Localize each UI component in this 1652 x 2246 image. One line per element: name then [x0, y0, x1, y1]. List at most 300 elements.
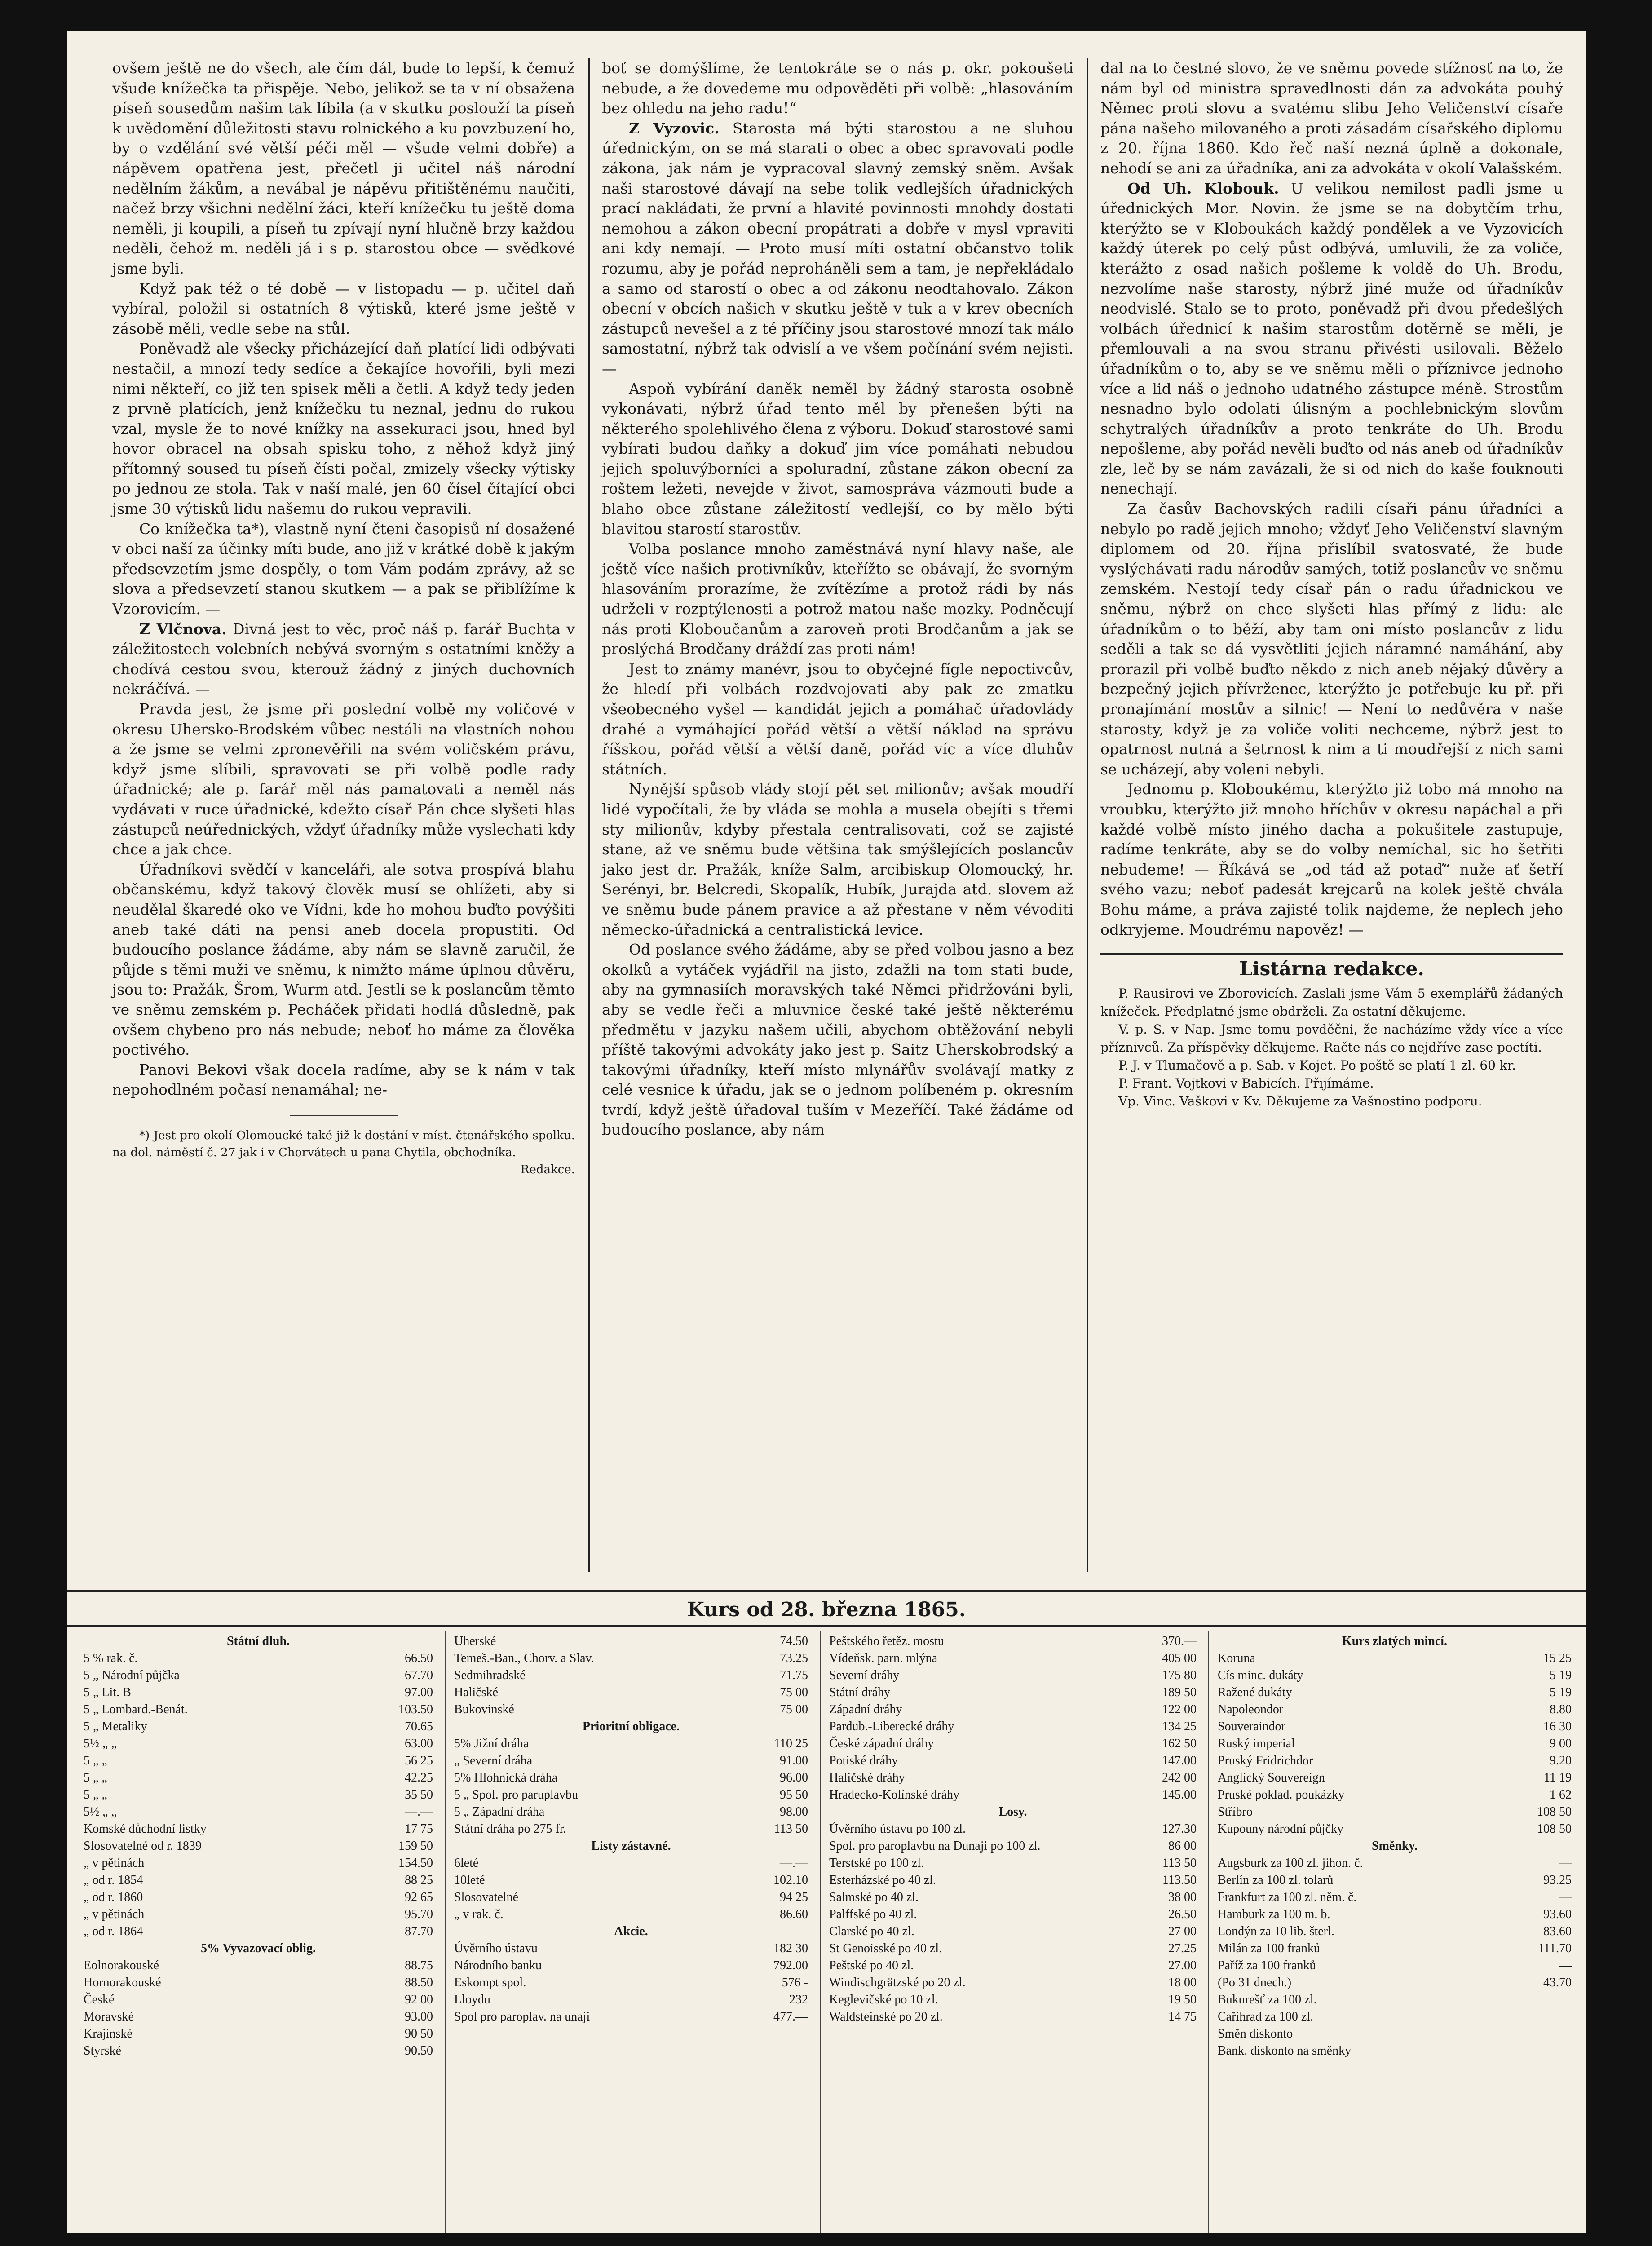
security-name: 6leté [454, 1856, 479, 1870]
rate-value: 71.75 [780, 1668, 808, 1682]
table-row [826, 1786, 1199, 1804]
table-row [81, 1667, 436, 1684]
security-name: Milán za 100 franků [1218, 1941, 1320, 1955]
paragraph: Za časův Bachovských radili císaři pánu úřadníci a nebylo po radě jejich mnoho; vždyť Jeho Veličenství slavným diplomem od 20. října přislíbil svatosvaté, že bude vyslýchávati radu národův samých, totiž poslancův ve sněmu zemském. Nestojí tedy císař pán o radu úřadnickou ve sněmu, nýbrž on chce slyšeti hlas přímý z lidu: ale úřadníkům o to běží, aby tam oni místo poslancův z lidu seděli a tak se dá vysvětliti jejich náramné namáhání, aby prorazil při volbě buďto někdo z nich aneb nějaký důvěry a bezpečný jejich přívrženec, kterýžto je potřebuje ku př. při pronajímání mostův a silnic! — Není to nedůvěra v naše starosty, když je za voliče voliti nechceme, nýbrž jest to opatrnost nutná a šetrnost k nim a ti moudřejší z nich sami se ucházejí, aby voleni nebyli. [1100, 500, 1563, 778]
paragraph-vyzovic [602, 119, 1073, 379]
rate-value: 86.60 [780, 1907, 808, 1921]
rate-value: 15 25 [1543, 1651, 1572, 1665]
table-row [826, 1872, 1199, 1889]
security-name: Lloydu [454, 1993, 490, 2007]
security-name: Kupouny národní půjčky [1218, 1822, 1343, 1836]
security-name: Státní dráha po 275 fr. [454, 1822, 566, 1836]
security-name: Haličské dráhy [829, 1771, 905, 1785]
table-row [451, 1855, 811, 1872]
security-name: Palffské po 40 zl. [829, 1907, 917, 1921]
rate-value: 103.50 [398, 1702, 433, 1716]
security-name: Cís minc. dukáty [1218, 1668, 1303, 1682]
table-section-header [81, 1940, 436, 1957]
table-row [81, 1974, 436, 1991]
security-name: Stříbro [1218, 1805, 1253, 1819]
rate-value: 74.50 [780, 1634, 808, 1648]
rate-value: 27 00 [1168, 1924, 1197, 1938]
table-row [451, 1684, 811, 1701]
divider [1100, 953, 1563, 955]
section-header-label: Akcie. [614, 1924, 648, 1938]
table-row [81, 1684, 436, 1701]
table-row [826, 1957, 1199, 1974]
security-name: Vídeňsk. parn. mlýna [829, 1651, 938, 1665]
rate-value: 175 80 [1162, 1668, 1197, 1682]
article-column-3 [1100, 58, 1563, 1110]
rate-value: 38 00 [1168, 1890, 1197, 1904]
table-row [1215, 1872, 1574, 1889]
security-name: St Genoisské po 40 zl. [829, 1941, 942, 1955]
paragraph: boť se domýšlíme, že tentokráte se o nás p. okr. pokoušeti nebude, a že dovedeme mu odpověděti při volbě: „hlasováním bez ohledu na jeho radu!“ [602, 59, 1073, 117]
security-name: České západní dráhy [829, 1737, 934, 1751]
footnote-signature: Redakce. [520, 1163, 575, 1176]
security-name: Temeš.-Ban., Chorv. a Slav. [454, 1651, 594, 1665]
rate-value: 182 30 [773, 1941, 808, 1955]
security-name: Styrské [84, 2044, 121, 2058]
rate-value [1499, 2043, 1574, 2060]
table-row [451, 1650, 811, 1667]
paragraph: dal na to čestné slovo, že ve sněmu povede stížnosť na to, že nám byl od ministra spravedlnosti dán za advokáta pouhý Němec proti slovu a svatému slibu Jeho Veličenství císaře pána našeho milovaného a proti zásadám císařského diplomu z 20. října 1860. Kdo řeč naší nezná úplně a dokonale, nehodí se ani za úřadníka, ani za advokáta v okolí Valašském. [1100, 59, 1563, 177]
security-name: Komské důchodní listky [84, 1822, 207, 1836]
rate-value: 26.50 [1168, 1907, 1197, 1921]
table-row [1215, 1974, 1574, 1991]
security-name: 5 „ Lombard.-Benát. [84, 1702, 188, 1716]
rate-value: 75 00 [780, 1685, 808, 1699]
rate-value: 14 75 [1168, 2010, 1197, 2024]
table-row [826, 1752, 1199, 1769]
rate-value: — [1559, 1890, 1572, 1904]
security-name: Moravské [84, 2010, 134, 2024]
rate-value: 108 50 [1537, 1805, 1572, 1819]
section-heading: Z Vlčnova. [139, 620, 227, 638]
security-name: České [84, 1993, 115, 2007]
security-name: Souveraindor [1218, 1720, 1285, 1733]
rate-value: 145.00 [1162, 1788, 1197, 1802]
table-row [826, 1974, 1199, 1991]
table-row [1215, 1735, 1574, 1752]
rate-value: 19 50 [1168, 1993, 1197, 2007]
rate-value: 162 50 [1162, 1737, 1197, 1751]
rate-value: 405 00 [1162, 1651, 1197, 1665]
security-name: Pruské poklad. poukázky [1218, 1788, 1345, 1802]
security-name: Peštského řetěz. mostu [829, 1634, 944, 1648]
table-row [81, 1804, 436, 1821]
paragraph: Co knížečka ta*), vlastně nyní čteni časopisů ní dosažené v obci naší za účinky míti bude, ano již v krátké době k jakým předsevzetím jsme dospěly, o tom Vám podám zprávy, až se slova a předsevzetí stanou skutkem — a pak se přiblížíme k Vzorovicím. — [112, 520, 575, 618]
rate-value: 67.70 [405, 1668, 433, 1682]
rate-value: 8.80 [1550, 1702, 1572, 1716]
table-row [1215, 1786, 1574, 1804]
security-name: Berlín za 100 zl. tolarů [1218, 1873, 1334, 1887]
table-row [1215, 1650, 1574, 1667]
security-name: 5% Jižní dráha [454, 1737, 529, 1751]
rate-value: 75 00 [780, 1702, 808, 1716]
table-row [451, 1769, 811, 1786]
kurs-table-mince-smenky [1215, 1633, 1574, 2060]
rate-value: —.— [405, 1805, 433, 1819]
table-row [1215, 1701, 1574, 1718]
rate-value: 96.00 [780, 1771, 808, 1785]
newspaper-page [67, 31, 1586, 2233]
table-row [1215, 1752, 1574, 1769]
table-row [826, 1650, 1199, 1667]
table-row [81, 2008, 436, 2025]
security-name: (Po 31 dnech.) [1218, 1976, 1292, 1990]
rate-value: 27.00 [1168, 1959, 1197, 1972]
table-row [1215, 1923, 1574, 1940]
rate-value: 159 50 [398, 1839, 433, 1853]
security-name: Západní dráhy [829, 1702, 902, 1716]
paragraph: Když pak též o té době — v listopadu — p. učitel daň vybíral, položil si ostatních 8 výtisků, které jsme ještě v zásobě měli, vedle sebe na stůl. [112, 279, 575, 337]
paragraph: Jest to známy manévr, jsou to obyčejné fígle nepoctivcův, že hledí při volbách rozdvojovati aby pak ze zmatku všeobecného vyšel — kandidát jejich a pomáhač úřadovlády drahé a vymáhající pořád větší a větší náklad na správu říšskou, pořád větší a větší daně, pořád víc a více dluhův státních. [602, 660, 1073, 778]
table-row [1215, 1855, 1574, 1872]
security-name: Ražené dukáty [1218, 1685, 1292, 1699]
table-row [81, 1701, 436, 1718]
paragraph-text: Divná jest to věc, proč náš p. farář Buchta v záležitostech volebních nebývá svorným s ostatními kněžy a chodívá cestou svou, kterouž žádný z jiných duchovních nekráčívá. — [112, 620, 575, 698]
table-row [81, 1889, 436, 1906]
table-row [826, 1940, 1199, 1957]
security-name: Cařihrad za 100 zl. [1218, 2010, 1314, 2024]
section-rule [67, 1590, 1586, 1592]
rate-value: 91.00 [780, 1754, 808, 1768]
security-name: Slosovatelné od r. 1839 [84, 1839, 202, 1853]
table-row [1215, 1769, 1574, 1786]
column-rule [588, 58, 590, 1572]
security-name: Esterházské po 40 zl. [829, 1873, 936, 1887]
section-rule [67, 1625, 1586, 1627]
table-row [451, 1735, 811, 1752]
article-column-1 [112, 58, 575, 1178]
paragraph: Aspoň vybírání daněk neměl by žádný starosta osobně vykonávati, nýbrž úřad tento měl by přenešen býti na některého spolehlivého člena z výboru. Dokuď starostové sami vybírati budou daňky a dokuď jim více pomáhati nebudou jejich spoluvýborníci a spoluradní, zůstane zákon obecní za roštem ležeti, nevejde v život, samospráva vázmouti bude a blaho obce zůstane záležitostí vedlejší, co by mělo býti blavitou starostí starostův. [602, 380, 1073, 538]
table-row [826, 1855, 1199, 1872]
rate-value: 42.25 [405, 1771, 433, 1785]
table-row [1215, 1718, 1574, 1735]
rate-value: — [1559, 1856, 1572, 1870]
rate-value: 113 50 [774, 1822, 808, 1836]
section-header-label: Losy. [998, 1805, 1027, 1819]
table-row [81, 1838, 436, 1855]
table-row [81, 1923, 436, 1940]
rate-value: 477.— [773, 2010, 808, 2024]
table-row [1215, 1991, 1574, 2008]
table-row [451, 1991, 811, 2008]
rate-value: 576 - [782, 1976, 808, 1990]
table-row [1215, 1889, 1574, 1906]
paragraph-klobouk [1100, 179, 1563, 500]
table-row [826, 1906, 1199, 1923]
security-name: Hornorakouské [84, 1976, 161, 1990]
rate-value [1499, 2008, 1574, 2025]
rate-value: 93.25 [1543, 1873, 1572, 1887]
security-name: Úvěrního ústavu po 100 zl. [829, 1822, 966, 1836]
section-header-label: Státní dluh. [226, 1634, 290, 1648]
rate-value: 63.00 [405, 1737, 433, 1751]
section-heading: Od Uh. Klobouk. [1127, 179, 1279, 197]
security-name: Úvěrního ústavu [454, 1941, 538, 1955]
section-header-label: Směnky. [1372, 1839, 1418, 1853]
table-row [451, 1974, 811, 1991]
security-name: „ od r. 1864 [84, 1924, 143, 1938]
security-name: 5 „ Národní půjčka [84, 1668, 180, 1682]
rate-value: 113 50 [1162, 1856, 1197, 1870]
security-name: 5 „ Metaliky [84, 1720, 147, 1733]
rate-value: —.— [780, 1856, 808, 1870]
rate-value: 88.75 [405, 1959, 433, 1972]
article-column-2 [602, 58, 1073, 1140]
security-name: „ Severní dráha [454, 1754, 533, 1768]
security-name: Hradecko-Kolínské dráhy [829, 1788, 960, 1802]
rate-value: 70.65 [405, 1720, 433, 1733]
table-row [826, 1701, 1199, 1718]
kurs-title: Kurs od 28. března 1865. [687, 1598, 966, 1621]
security-name: Slosovatelné [454, 1890, 519, 1904]
rate-value: 92 00 [405, 1993, 433, 2007]
listarna-redakce [1100, 959, 1563, 1110]
table-section-header [451, 1718, 811, 1735]
rate-value: 113.50 [1162, 1873, 1197, 1887]
security-name: Spol. pro paroplavbu na Dunaji po 100 zl. [829, 1839, 1041, 1853]
rate-value: 102.10 [773, 1873, 808, 1887]
security-name: 10leté [454, 1873, 485, 1887]
rate-value: 11 19 [1544, 1771, 1572, 1785]
listarna-item: P. J. v Tlumačově a p. Sab. v Kojet. Po poště se platí 1 zl. 60 kr. [1118, 1057, 1516, 1073]
table-row [81, 1718, 436, 1735]
table-row [451, 1786, 811, 1804]
rate-value: 108 50 [1537, 1822, 1572, 1836]
rate-value: 18 00 [1168, 1976, 1197, 1990]
security-name: 5½ „ „ [84, 1737, 117, 1751]
rate-value: 16 30 [1543, 1720, 1572, 1733]
security-name: Bank. diskonto na směnky [1218, 2044, 1352, 2058]
kurs-table-akcie-losy [826, 1633, 1199, 2025]
rate-value [1499, 2025, 1574, 2043]
rate-value: — [1559, 1959, 1572, 1972]
listarna-item: P. Rausirovi ve Zborovicích. Zaslali jsme Vám 5 exemplářů žádaných knížeček. Předplatné jsme obdrželi. Za ostatní děkujeme. [1100, 986, 1563, 1019]
table-row [451, 1633, 811, 1650]
security-name: Paříž za 100 franků [1218, 1959, 1316, 1972]
table-row [826, 1889, 1199, 1906]
security-name: Koruna [1218, 1651, 1255, 1665]
security-name: Terstské po 100 zl. [829, 1856, 924, 1870]
table-row [1215, 1684, 1574, 1701]
security-name: Uherské [454, 1634, 496, 1648]
footnote: *) Jest pro okolí Olomoucké také již k dostání v míst. čtenářského spolku. na dol. náměstí č. 27 jak i v Chorvátech u pana Chytila, obchodníka. [112, 1128, 575, 1159]
rate-value: 127.30 [1162, 1822, 1197, 1836]
rate-value: 27.25 [1168, 1941, 1197, 1955]
security-name: Anglický Souvereign [1218, 1771, 1325, 1785]
paragraph: Nynější spůsob vlády stojí pět set milionův; avšak moudří lidé vypočítali, že by vláda se mohla a musela obejíti s třemi sty milionův, kdyby přestala centralisovati, což se zajisté stane, až ve sněmu bude většina tak smýšlejících poslancův jako jest dr. Pražák, kníže Salm, arcibiskup Olomoucký, hr. Serényi, br. Belcredi, Skopalík, Hubík, Jurajda atd. slovem až ve sněmu bude pánem pravice a až přestane v něm vévoditi německo-úřadnická a centralistická levice. [602, 780, 1073, 938]
rate-value: 111.70 [1538, 1941, 1572, 1955]
security-name: Waldsteinské po 20 zl. [829, 2010, 943, 2024]
table-row [81, 1769, 436, 1786]
security-name: 5 % rak. č. [84, 1651, 138, 1665]
kurs-table-obligace [451, 1633, 811, 2025]
table-row [1215, 1957, 1574, 1974]
section-header-label: Listy zástavné. [591, 1839, 671, 1853]
rate-value: 5 19 [1550, 1685, 1572, 1699]
section-heading: Z Vyzovic. [629, 119, 720, 137]
table-row [1215, 1906, 1574, 1923]
table-row [81, 1650, 436, 1667]
rate-value: 88 25 [405, 1873, 433, 1887]
paragraph: Pravda jest, že jsme při poslední volbě my voličové v okresu Uhersko-Brodském vůbec nestáli na vlastních nohou a že jsme se velmi zpronevěřili na svém voličském právu, když jsme slíbili, spravovati se při volbě podle rady úřadnické; ale p. farář měl nás pamatovati a neměl nás vydávati v ruce úřadnické, kdežto císař Pán chce slyšeti hlas zástupců neúřednických, vždyť úřadníky může vyslechati kdy chce a jak chce. [112, 700, 575, 858]
table-section-header [451, 1838, 811, 1855]
security-name: 5 „ „ [84, 1754, 107, 1768]
table-row [81, 1991, 436, 2008]
table-column-rule [445, 1631, 446, 2233]
table-row [1215, 2008, 1574, 2025]
table-section-header [451, 1923, 811, 1940]
table-row [81, 1855, 436, 1872]
table-row [451, 1872, 811, 1889]
security-name: Londýn za 10 lib. šterl. [1218, 1924, 1334, 1938]
table-row [451, 1701, 811, 1718]
table-row [826, 1991, 1199, 2008]
rate-value: 56 25 [405, 1754, 433, 1768]
table-row [81, 2025, 436, 2043]
security-name: Augsburk za 100 zl. jihon. č. [1218, 1856, 1363, 1870]
kurs-table-statni-dluh [81, 1633, 436, 2060]
security-name: „ v rak. č. [454, 1907, 504, 1921]
table-row [81, 1735, 436, 1752]
rate-value: 147.00 [1162, 1754, 1197, 1768]
security-name: Clarské po 40 zl. [829, 1924, 914, 1938]
table-row [451, 1752, 811, 1769]
rate-value: 93.60 [1543, 1907, 1572, 1921]
table-row [451, 1957, 811, 1974]
rate-value: 792.00 [773, 1959, 808, 1972]
table-row [81, 1957, 436, 1974]
security-name: Sedmihradské [454, 1668, 526, 1682]
rate-value: 88.50 [405, 1976, 433, 1990]
rate-value: 154.50 [398, 1856, 433, 1870]
rate-value: 122 00 [1162, 1702, 1197, 1716]
listarna-item: P. Frant. Vojtkovi v Babicích. Přijímáme. [1118, 1075, 1374, 1091]
paragraph-vlcnov [112, 619, 575, 699]
table-row [826, 1838, 1199, 1855]
listarna-item: V. p. S. v Nap. Jsme tomu povděčni, že nacházíme vždy více a více příznivců. Za příspěvky děkujeme. Račte nás co nejdříve zase poctíti. [1100, 1021, 1563, 1055]
paragraph: Panovi Bekovi však docela radíme, aby se k nám v tak nepohodlném počasí nenamáhal; ne- [112, 1061, 575, 1099]
rate-value: 35 50 [405, 1788, 433, 1802]
rate-value: 9.20 [1550, 1754, 1572, 1768]
section-header-label: Prioritní obligace. [582, 1720, 680, 1733]
security-name: „ od r. 1860 [84, 1890, 143, 1904]
table-row [826, 1769, 1199, 1786]
security-name: Severní dráhy [829, 1668, 900, 1682]
security-name: Ruský imperial [1218, 1737, 1295, 1751]
security-name: Peštské po 40 zl. [829, 1959, 914, 1972]
security-name: Směn diskonto [1218, 2027, 1293, 2041]
security-name: Hamburk za 100 m. b. [1218, 1907, 1330, 1921]
security-name: 5% Hlohnická dráha [454, 1771, 558, 1785]
table-row [81, 1906, 436, 1923]
security-name: 5 „ Spol. pro paruplavbu [454, 1788, 579, 1802]
table-row [451, 1804, 811, 1821]
security-name: Státní dráhy [829, 1685, 891, 1699]
table-row [81, 1786, 436, 1804]
section-header-label: 5% Vyvazovací oblig. [201, 1941, 316, 1955]
rate-value: 17 75 [405, 1822, 433, 1836]
security-name: 5 „ „ [84, 1771, 107, 1785]
security-name: „ od r. 1854 [84, 1873, 143, 1887]
paragraph: ovšem ještě ne do všech, ale čím dál, bude to lepší, k čemuž všude knížečka ta přispěje. Nebo, jelikož se ta v ní obsažena píseň sousedům našim tak líbila (a v skutku poslouží ta píseň k uvědomění důležitosti stavu rolnického a ku povzbuzení ho, by o vzdělání své větší péči měl — všude velmi dobře) a nápěvem opatřena jest, přečetl ji učitel náš národní nedělním žákům, a nevábal je nápěvu přitištěnému naučiti, načež brzy všichni nedělní žáci, kteří knížečku tu ještě doma neměli, ji koupili, a píseň tu zpívají nyní hlučně brzy každou neděli, čehož m. neděli já i s p. starostou obce — svědkové jsme byli. [112, 59, 575, 277]
rate-value: 370.— [1162, 1634, 1197, 1648]
rate-value [1499, 1991, 1574, 2008]
security-name: 5 „ Lit. B [84, 1685, 131, 1699]
table-column-rule [1208, 1631, 1209, 2233]
security-name: Napoleondor [1218, 1702, 1284, 1716]
table-section-header [1215, 1633, 1574, 1650]
paragraph: Jednomu p. Kloboukému, kterýžto již tobo má mnoho na vroubku, kterýžto již mnoho hříchův v okresu napáchal a při každé volbě místo jiného dacha a pokušitele zastupuje, radíme tenkráte, aby se do volby nemíchal, sic ho šetřiti nebudeme! — Říkává se „od tád až potaď“ nuže ať šetří svého vazu; neboť padesát krejcarů na kolek ještě chvála Bohu máme, a práva zajisté tolik najdeme, že neplech jeho odkryjeme. Moudrému napověz! — [1100, 780, 1563, 938]
table-row [1215, 1804, 1574, 1821]
table-row [451, 2008, 811, 2025]
rate-value: 242 00 [1162, 1771, 1197, 1785]
table-row [826, 1667, 1199, 1684]
security-name: Keglevičské po 10 zl. [829, 1993, 938, 2007]
security-name: Haličské [454, 1685, 498, 1699]
rate-value: 1 62 [1550, 1788, 1572, 1802]
paragraph-text: U velikou nemilost padli jsme u úřednických Mor. Novin. že jsme se na dobytčím trhu, kterýžto se v Kloboukách každý pondělek a ve Vyzovicích každý úterek po celý půst odbývá, umluvili, že za voliče, kterážto z osad našich pošleme k voldě do Uh. Brodu, nezvolíme naše starosty, nýbrž jiné muže od úřadníkův neodvislé. Stalo se to proto, poněvadž při dvou předešlých volbách úřednicí k našim starostům dotěrně se měli, je přemlouvali a na svou stranu přivésti usilovali. Běželo úřadníkům o to, aby se ve sněmu měli o příznivce jednoho více a lid náš o jednoho udatného zástupce méně. Strostům nesnadno bylo odolati úlisným a pochlebnickým slovům schytralých úřadníkův a proto tenkráte do Uh. Brodu nepošleme, aby pořád nevěli buďto od nás aneb od úřadníkův zle, leč by se nám zavázali, že si od nich do kaše fouknouti nenechají. [1100, 179, 1564, 498]
table-section-header [826, 1804, 1199, 1821]
security-name: Windischgrätzské po 20 zl. [829, 1976, 966, 1990]
rate-value: 189 50 [1162, 1685, 1197, 1699]
table-row [451, 1906, 811, 1923]
table-row [1215, 1667, 1574, 1684]
column-rule [1087, 58, 1088, 1572]
table-row [1215, 1821, 1574, 1838]
paragraph: Úřadníkovi svědčí v kanceláři, ale sotva prospívá blahu občanskému, když takový člověk musí se ohlížeti, aby si neudělal škaredé oko ve Vídni, kde ho mohou buďto povýšiti aneb také dáti na pensi aneb docela propustiti. Od budoucího poslance žádáme, aby nám se slavně zaručil, že půjde s těmi muži ve sněmu, k nimžto máme úplnou důvěru, jsou to: Pražák, Šrom, Wurm atd. Jestli se k poslancům těmto ve sněmu zemském p. Pecháček přidati hodlá důsledně, pak ovšem chybeno pro nás nebude; neboť ho máme za člověka poctivého. [112, 860, 575, 1059]
table-row [81, 2043, 436, 2060]
security-name: Národního banku [454, 1959, 542, 1972]
rate-value: 90.50 [405, 2044, 433, 2058]
rate-value: 9 00 [1550, 1737, 1572, 1751]
table-row [1215, 2043, 1574, 2060]
table-row [826, 1684, 1199, 1701]
paragraph: Poněvadž ale všecky přicházející daň platící lidi odbývati nestačil, a mnozí tedy sedíce a čekajíce hovořili, byli mezi nimi někteří, co již ten spisek měli a četli. A když tedy jeden z prvně platících, jenž knížečku tu neznal, jednu do rukou vzal, mysle že to nové knížky na assekuraci jsou, hned byl hovor obracel na obsah spisku toho, z něhož když jiný přítomný soused tu píseň čísti počal, zmizely všecky výtisky po jednou ze stola. Tak v naší malé, jen 60 čísel čítající obci jsme 30 výtisků lidu našemu do rukou vepravili. [112, 340, 575, 518]
security-name: Salmské po 40 zl. [829, 1890, 919, 1904]
table-row [1215, 2025, 1574, 2043]
table-section-header [81, 1633, 436, 1650]
security-name: 5 „ Západní dráha [454, 1805, 545, 1819]
table-row [826, 1633, 1199, 1650]
rate-value: 5 19 [1550, 1668, 1572, 1682]
security-name: „ v pětinách [84, 1856, 145, 1870]
paragraph: Volba poslance mnoho zaměstnává nyní hlavy naše, ale ještě více našich protivníkův, kteřížto se obávají, že svorným hlasováním prorazíme, že zvítězíme a protož rádi by nás udrželi v rozptýlenosti a potrož matou naše mozky. Podněcují nás proti Kloboučanům a zaroveň proti Brodčanům a jak se proslýchá Brodčany dráždí zas proti nám! [602, 540, 1073, 658]
security-name: Bukovinské [454, 1702, 514, 1716]
table-row [826, 2008, 1199, 2025]
table-row [451, 1667, 811, 1684]
rate-value: 86 00 [1168, 1839, 1197, 1853]
rate-value: 43.70 [1543, 1976, 1572, 1990]
security-name: 5 „ „ [84, 1788, 107, 1802]
security-name: Pardub.-Liberecké dráhy [829, 1720, 954, 1733]
divider [290, 1115, 398, 1116]
table-section-header [1215, 1838, 1574, 1855]
security-name: 5½ „ „ [84, 1805, 117, 1819]
rate-value: 134 25 [1162, 1720, 1197, 1733]
security-name: „ v pětinách [84, 1907, 145, 1921]
paragraph-text: Starosta má býti starostou a ne sluhou úřednickým, on se má starati o obec a obec spravovati podle zákona, jak nám je vypracoval slavný zemský sněm. Avšak naši starostové dávají na sebe tolik vedlejších úřadnických prací nakládati, že první a hlavité povinnosti mnohdy dostati nemohou a zákon obecní propátrati a dobře v mysl vpraviti ani kdy nemají. — Proto musí míti ostatní občanstvo tolik rozumu, aby je pořád neproháněli sem a tam, je nepřekládalo a samo od starostí o obec a od zákonu neodtahovalo. Zákon obecní v obcích našich v skutku ještě v tuk a v krev obecních zástupců nevešel a z té příčiny jsou starostové mnozí tak málo samostatní, nýbrž tak odvislí a ve všem počínání svém nejisti. — [602, 119, 1073, 377]
listarna-item: Vp. Vinc. Vaškovi v Kv. Děkujeme za Vašnostino podporu. [1118, 1093, 1482, 1109]
table-row [826, 1718, 1199, 1735]
rate-value: 232 [789, 1993, 808, 2007]
rate-value: 110 25 [774, 1737, 808, 1751]
rate-value: 95.70 [405, 1907, 433, 1921]
table-row [81, 1872, 436, 1889]
